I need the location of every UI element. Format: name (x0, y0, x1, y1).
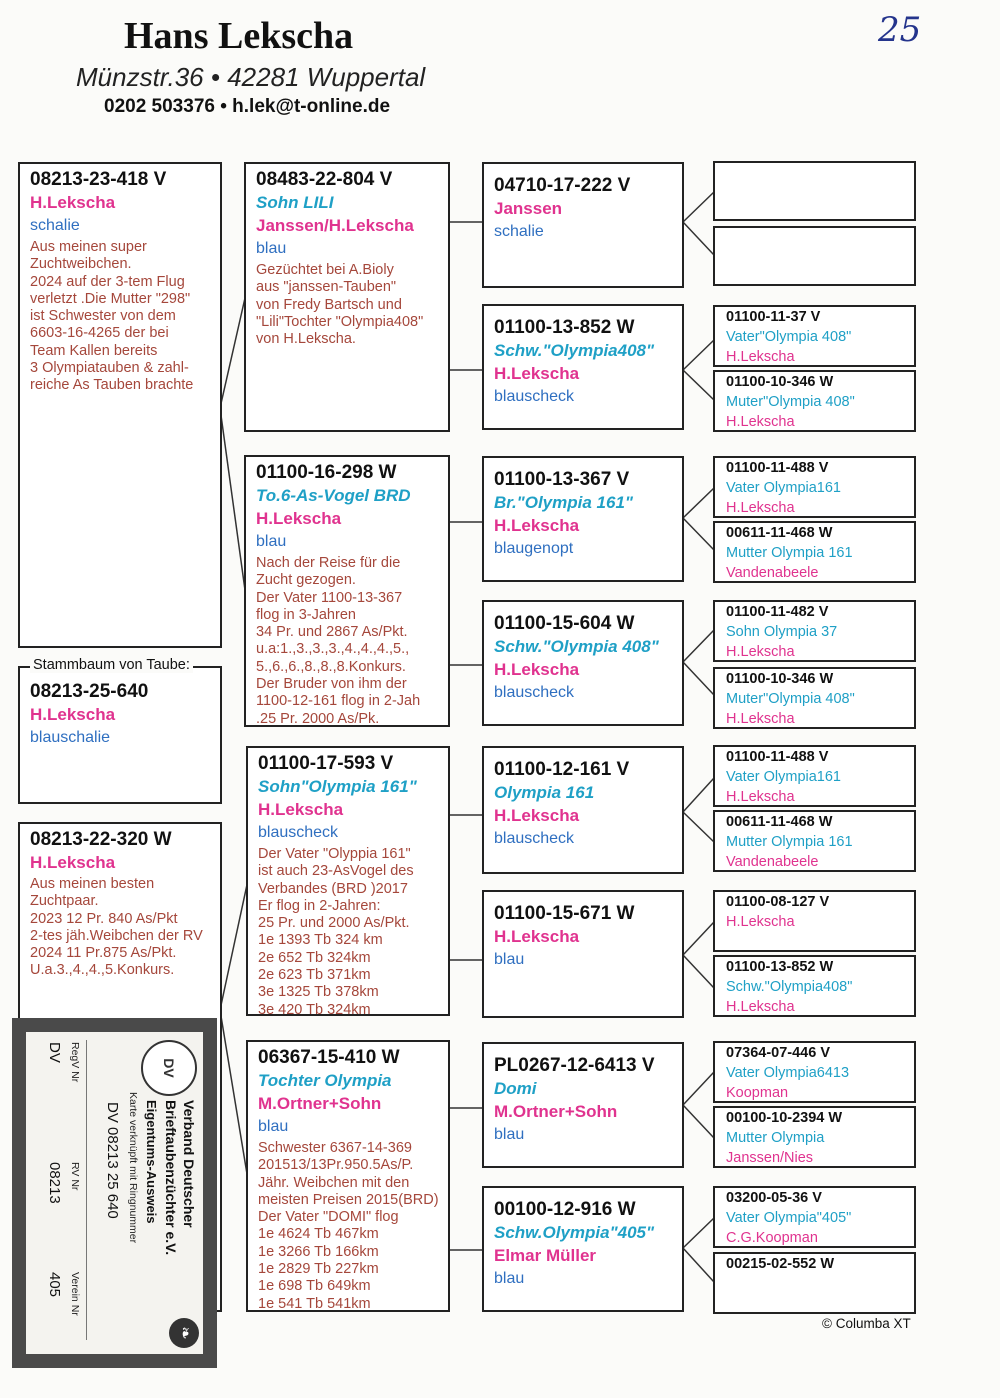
gggp-breeder: Janssen/Nies (726, 1150, 814, 1166)
ownership-card-inner (26, 1032, 203, 1354)
gggp-box-15 (713, 1186, 916, 1248)
ggp-title: Domi (494, 1079, 537, 1098)
gggp-breeder: H.Lekscha (726, 500, 795, 516)
ggp-box-7 (482, 1042, 684, 1168)
gggp-box-11 (713, 890, 916, 952)
gggp-box-12 (713, 955, 916, 1017)
ggp-title: Schw."Olympia 408" (494, 637, 659, 656)
breeder-contact: 0202 503376 • h.lek@t-online.de (104, 96, 391, 117)
stammbaum-label: Stammbaum von Taube: (30, 657, 193, 673)
ggp-ring: 01100-12-161 V (494, 759, 630, 780)
gggp-breeder: Koopman (726, 1085, 789, 1101)
father-color: schalie (30, 217, 80, 234)
gp-breeder: M.Ortner+Sohn (258, 1094, 382, 1113)
gp-box-1 (244, 162, 450, 432)
gggp-ring: 00215-02-552 W (726, 1256, 835, 1272)
gp-breeder: H.Lekscha (258, 800, 344, 819)
gggp-breeder: H.Lekscha (726, 414, 795, 430)
ggp-color: blau (494, 951, 525, 968)
ggp-breeder: M.Ortner+Sohn (494, 1102, 618, 1121)
gp-box-2 (244, 455, 450, 727)
gggp-title: Vater Olympia6413 (726, 1065, 850, 1081)
gp-box-3 (246, 746, 450, 1016)
mother-ring: 08213-22-320 W (30, 829, 172, 850)
ggp-color: blauscheck (494, 684, 575, 701)
ggp-box-2 (482, 304, 684, 430)
handwritten-number: 25 (878, 10, 922, 50)
gp-color: blau (256, 533, 287, 550)
subject-color: blauschalie (30, 729, 111, 746)
subject-breeder: H.Lekscha (30, 705, 116, 724)
gp-title: Sohn LILI (256, 193, 334, 212)
ggp-color: blau (494, 1270, 525, 1287)
ggp-breeder: Janssen (494, 199, 563, 218)
gggp-title: Vater Olympia161 (726, 769, 841, 785)
card-col1-label: RegV Nr (69, 1042, 81, 1083)
gggp-box-14 (713, 1106, 916, 1168)
ggp-box-6 (482, 890, 684, 1018)
ggp-box-5 (482, 746, 684, 874)
father-box (18, 162, 222, 648)
pigeon-icon: ❧ (169, 1318, 199, 1348)
gp-breeder: H.Lekscha (256, 509, 342, 528)
gggp-ring: 01100-13-852 W (726, 959, 834, 975)
ggp-color: schalie (494, 223, 544, 240)
gggp-box-6 (713, 521, 916, 583)
card-org2: Brieftaubenzüchter e.V. (163, 1100, 179, 1256)
gp-breeder: Janssen/H.Lekscha (256, 216, 414, 235)
gggp-breeder: H.Lekscha (726, 711, 795, 727)
gggp-title: Vater Olympia161 (726, 480, 841, 496)
gggp-box-8 (713, 667, 916, 729)
gggp-ring: 03200-05-36 V (726, 1190, 822, 1206)
card-org1: Verband Deutscher (181, 1100, 197, 1228)
card-col3-label: Verein Nr (69, 1272, 81, 1316)
gggp-breeder: Vandenabeele (726, 565, 819, 581)
ggp-title: Schw.Olympia"405" (494, 1223, 655, 1242)
gggp-ring: 01100-11-488 V (726, 460, 829, 476)
ggp-breeder: H.Lekscha (494, 364, 580, 383)
card-divider (86, 1040, 87, 1340)
ggp-title: Schw."Olympia408" (494, 341, 655, 360)
gggp-box-10 (713, 810, 916, 872)
ggp-title: Br."Olympia 161" (494, 493, 633, 512)
gggp-title: Mutter Olympia (726, 1130, 825, 1146)
gggp-breeder: H.Lekscha (726, 349, 795, 365)
gggp-box-9 (713, 745, 916, 807)
gp-notes: Der Vater "Olyppia 161" ist auch 23-AsVogel des Verbandes (BRD )2017 Er flog in 2-Jahren: 25 Pr. und 2000 As/Pkt. 1e 1393 Tb 324 km 2e 652 Tb 324km 2e 623 Tb 371km 3e 1325 Tb 378km 3e 420 Tb 324km (258, 846, 414, 1016)
ggp-box-1 (482, 162, 684, 288)
gp-title: Tochter Olympia (258, 1071, 392, 1090)
gp-box-4 (246, 1040, 450, 1312)
gggp-title: Vater"Olympia 408" (726, 329, 852, 345)
gp-notes: Nach der Reise für die Zucht gezogen. Der Vater 1100-13-367 flog in 3-Jahren 34 Pr. und 2867 As/Pkt. u.a:1.,3.,3.,3.,4.,4.,4.,5., 5.,6.,6.,8.,8.,8.Konkurs. Der Bruder von ihm der 1100-12-161 flog in 2-Jah .25 Pr. 2000 As/Pk. (256, 555, 421, 727)
ggp-box-8 (482, 1186, 684, 1312)
ggp-ring: 01100-13-852 W (494, 317, 635, 338)
gggp-box-5 (713, 456, 916, 518)
ownership-card (12, 1018, 217, 1368)
gggp-box-1 (713, 161, 916, 221)
gggp-breeder: H.Lekscha (726, 914, 795, 930)
father-breeder: H.Lekscha (30, 193, 116, 212)
gp-ring: 01100-17-593 V (258, 753, 394, 774)
dv-logo: DV (141, 1040, 197, 1096)
gggp-box-13 (713, 1041, 916, 1103)
gggp-title: Muter"Olympia 408" (726, 394, 855, 410)
subject-box (18, 666, 222, 804)
ggp-ring: 00100-12-916 W (494, 1199, 636, 1220)
gggp-ring: 00611-11-468 W (726, 525, 833, 541)
ggp-color: blauscheck (494, 388, 575, 405)
card-subtitle: Karte verknüpft mit Ringnummer (127, 1092, 139, 1244)
ownership-card-content (26, 1032, 203, 1354)
ggp-title: Olympia 161 (494, 783, 595, 802)
gggp-breeder: Vandenabeele (726, 854, 819, 870)
ggp-box-4 (482, 600, 684, 726)
gggp-breeder: H.Lekscha (726, 999, 795, 1015)
card-col2-value: 08213 (46, 1162, 63, 1204)
gp-color: blau (256, 240, 287, 257)
gp-color: blau (258, 1118, 289, 1135)
gggp-ring: 01100-11-488 V (726, 749, 829, 765)
gggp-box-2 (713, 226, 916, 286)
gp-notes: Schwester 6367-14-369 201513/13Pr.950.5As/P. Jähr. Weibchen mit den meisten Preisen 2015(BRD) Der Vater "DOMI" flog 1e 4624 Tb 467km 1e 3266 Tb 166km 1e 2829 Tb 227km 1e 698 Tb 649km 1e 541 Tb 541km (258, 1140, 439, 1312)
gp-title: To.6-As-Vogel BRD (256, 486, 411, 505)
ggp-box-3 (482, 456, 684, 582)
gp-color: blauscheck (258, 824, 339, 841)
ggp-ring: 01100-15-604 W (494, 613, 635, 634)
ggp-breeder: H.Lekscha (494, 660, 580, 679)
gggp-title: Mutter Olympia 161 (726, 834, 853, 850)
gggp-ring: 01100-10-346 W (726, 374, 834, 390)
gggp-title: Schw."Olympia408" (726, 979, 853, 995)
gggp-ring: 01100-10-346 W (726, 671, 834, 687)
card-col3-value: 405 (46, 1272, 63, 1298)
ggp-ring: 04710-17-222 V (494, 175, 631, 196)
mother-notes: Aus meinen besten Zuchtpaar. 2023 12 Pr. 840 As/Pkt 2-tes jäh.Weibchen der RV 2024 11 Pr.875 As/Pkt. U.a.3.,4.,4.,5.Konkurs. (30, 876, 203, 979)
ggp-ring: 01100-15-671 W (494, 903, 635, 924)
gggp-title: Sohn Olympia 37 (726, 624, 838, 640)
gggp-breeder: H.Lekscha (726, 789, 795, 805)
gggp-ring: 01100-08-127 V (726, 894, 830, 910)
ggp-color: blau (494, 1126, 525, 1143)
ggp-ring: 01100-13-367 V (494, 469, 630, 490)
ggp-breeder: H.Lekscha (494, 516, 580, 535)
gp-notes: Gezüchtet bei A.Bioly aus "janssen-Tauben" von Fredy Bartsch und "Lili"Tochter "Olympia408" von H.Lekscha. (256, 262, 424, 348)
subject-ring: 08213-25-640 (30, 681, 149, 702)
gp-title: Sohn"Olympia 161" (258, 777, 417, 796)
ggp-breeder: H.Lekscha (494, 927, 580, 946)
breeder-address: Münzstr.36 • 42281 Wuppertal (76, 62, 426, 92)
gp-ring: 06367-15-410 W (258, 1047, 400, 1068)
ggp-breeder: Elmar Müller (494, 1246, 597, 1265)
gggp-box-3 (713, 305, 916, 367)
mother-breeder: H.Lekscha (30, 853, 116, 872)
ggp-color: blaugenopt (494, 540, 574, 557)
card-number: DV 08213 25 640 (104, 1102, 121, 1219)
gggp-box-16 (713, 1252, 916, 1314)
gggp-ring: 00100-10-2394 W (726, 1110, 843, 1126)
gp-ring: 08483-22-804 V (256, 169, 393, 190)
gggp-title: Mutter Olympia 161 (726, 545, 853, 561)
father-ring: 08213-23-418 V (30, 169, 167, 190)
gp-ring: 01100-16-298 W (256, 462, 397, 483)
footer-copyright: © Columba XT (822, 1316, 911, 1331)
card-title: Eigentums-Ausweis (144, 1100, 159, 1224)
gggp-ring: 07364-07-446 V (726, 1045, 830, 1061)
gggp-breeder: C.G.Koopman (726, 1230, 818, 1246)
gggp-ring: 01100-11-482 V (726, 604, 829, 620)
breeder-name: Hans Lekscha (124, 15, 354, 57)
gggp-title: Vater Olympia"405" (726, 1210, 852, 1226)
ggp-ring: PL0267-12-6413 V (494, 1055, 655, 1076)
gggp-ring: 00611-11-468 W (726, 814, 833, 830)
ggp-breeder: H.Lekscha (494, 806, 580, 825)
gggp-title: Muter"Olympia 408" (726, 691, 855, 707)
father-notes: Aus meinen super Zuchtweibchen. 2024 auf der 3-tem Flug verletzt .Die Mutter "298" ist Schwester von dem 6603-16-4265 der bei Team Kallen bereits 3 Olympiatauben & zahl- reiche As Tauben brachte (30, 239, 194, 394)
gggp-box-7 (713, 600, 916, 662)
ggp-color: blauscheck (494, 830, 575, 847)
gggp-ring: 01100-11-37 V (726, 309, 821, 325)
gggp-box-4 (713, 370, 916, 432)
gggp-breeder: H.Lekscha (726, 644, 795, 660)
card-col2-label: RV Nr (69, 1162, 81, 1191)
card-col1-value: DV (46, 1042, 63, 1063)
